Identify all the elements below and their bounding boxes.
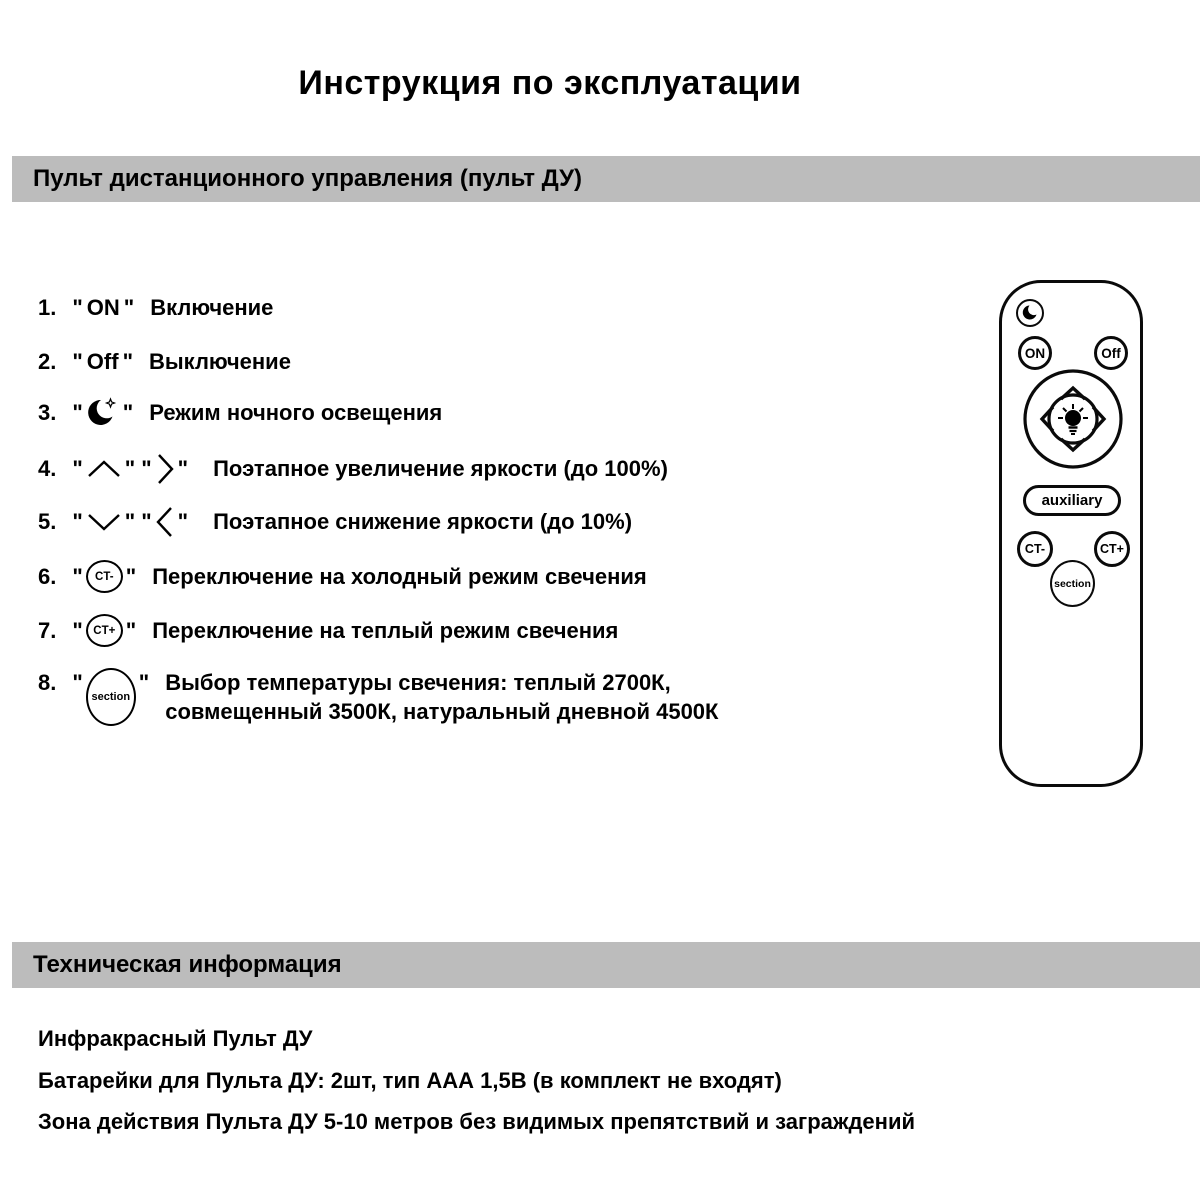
item-number: 3. xyxy=(38,400,57,425)
chevron-up-icon xyxy=(86,458,122,480)
item-text: Поэтапное снижение яркости (до 10%) xyxy=(213,509,633,534)
quote-open: " xyxy=(72,617,83,643)
tech-info-line: Зона действия Пульта ДУ 5-10 метров без видимых препятствий и заграждений xyxy=(38,1109,916,1134)
tech-info-line: Инфракрасный Пульт ДУ xyxy=(38,1026,313,1051)
ct-minus-icon: CT- xyxy=(86,560,123,593)
item-number: 1. xyxy=(38,295,57,320)
remote-dpad xyxy=(1022,368,1124,470)
remote-on-button xyxy=(1018,336,1052,370)
item-text: Включение xyxy=(150,295,274,320)
night-mode-moon-icon xyxy=(86,397,120,429)
remote-night-mode-button xyxy=(1016,299,1044,327)
item-text-line2: совмещенный 3500К, натуральный дневной 4500К xyxy=(165,699,719,724)
remote-ct-minus-button xyxy=(1017,531,1053,567)
item-text: Поэтапное увеличение яркости (до 100%) xyxy=(213,456,668,481)
item-text xyxy=(165,668,718,726)
quote-open: " xyxy=(141,509,152,534)
item-text: Переключение на теплый режим свечения xyxy=(152,617,619,643)
quote-close: " xyxy=(177,456,189,481)
list-item-6 xyxy=(38,560,647,593)
quote-open: " xyxy=(141,456,152,481)
item-text: Режим ночного освещения xyxy=(149,400,443,425)
remote-on-label: ON xyxy=(1024,345,1046,361)
remote-ct-plus-label: CT+ xyxy=(1100,542,1124,556)
section-icon: section xyxy=(86,668,136,726)
quote-open: " xyxy=(72,400,83,425)
item-number: 8. xyxy=(38,670,57,695)
item-number: 4. xyxy=(38,456,57,481)
list-item-2 xyxy=(38,349,291,375)
remote-control-drawing xyxy=(999,280,1143,787)
list-item-4 xyxy=(38,452,668,486)
remote-ct-minus-label: CT- xyxy=(1024,542,1046,556)
remote-off-button xyxy=(1094,336,1128,370)
moon-icon xyxy=(1021,304,1039,322)
chevron-left-icon xyxy=(155,505,175,539)
on-label: ON xyxy=(86,295,120,320)
tech-info-line: Батарейки для Пульта ДУ: 2шт, тип ААА 1,5В (в комплект не входят) xyxy=(38,1068,782,1093)
section-header-remote xyxy=(12,156,1200,202)
quote-open: " xyxy=(72,295,83,320)
remote-section-label: section xyxy=(1054,577,1091,590)
ct-plus-icon: CT+ xyxy=(86,614,123,647)
section-header-remote-label: Пульт дистанционного управления (пульт ДУ) xyxy=(33,165,582,192)
section-header-tech xyxy=(12,942,1200,988)
remote-auxiliary-label: auxiliary xyxy=(1041,492,1103,509)
remote-off-label: Off xyxy=(1101,345,1121,361)
item-text: Выключение xyxy=(149,349,291,374)
quote-open: " xyxy=(72,509,83,534)
item-text-line1: Выбор температуры свечения: теплый 2700К, xyxy=(165,670,671,695)
page-title: Инструкция по эксплуатации xyxy=(298,64,802,102)
quote-open: " xyxy=(72,456,83,481)
list-item-7 xyxy=(38,614,618,647)
quote-close: " xyxy=(122,349,133,374)
chevron-down-icon xyxy=(86,511,122,533)
list-item-8 xyxy=(38,668,718,726)
off-label: Off xyxy=(86,349,119,374)
quote-open: " xyxy=(72,563,83,589)
list-item-1 xyxy=(38,295,273,321)
section-header-tech-label: Техническая информация xyxy=(33,951,342,978)
remote-ct-plus-button xyxy=(1094,531,1130,567)
item-number: 2. xyxy=(38,349,57,374)
item-number: 5. xyxy=(38,509,57,534)
quote-close: " xyxy=(177,509,189,534)
quote-close: " xyxy=(122,400,134,425)
quote-close: " xyxy=(124,456,136,481)
list-item-5 xyxy=(38,505,632,539)
quote-open: " xyxy=(72,349,83,374)
remote-auxiliary-button xyxy=(1023,485,1121,516)
quote-close: " xyxy=(138,670,150,695)
chevron-right-icon xyxy=(155,452,175,486)
quote-open: " xyxy=(72,670,83,695)
light-bulb-icon xyxy=(1058,404,1088,434)
quote-close: " xyxy=(123,295,135,320)
remote-section-button xyxy=(1050,560,1095,607)
list-item-3 xyxy=(38,397,442,429)
item-number: 6. xyxy=(38,563,57,589)
quote-close: " xyxy=(125,617,137,643)
quote-close: " xyxy=(125,563,137,589)
quote-close: " xyxy=(124,509,136,534)
item-number: 7. xyxy=(38,617,57,643)
item-text: Переключение на холодный режим свечения xyxy=(152,563,647,589)
